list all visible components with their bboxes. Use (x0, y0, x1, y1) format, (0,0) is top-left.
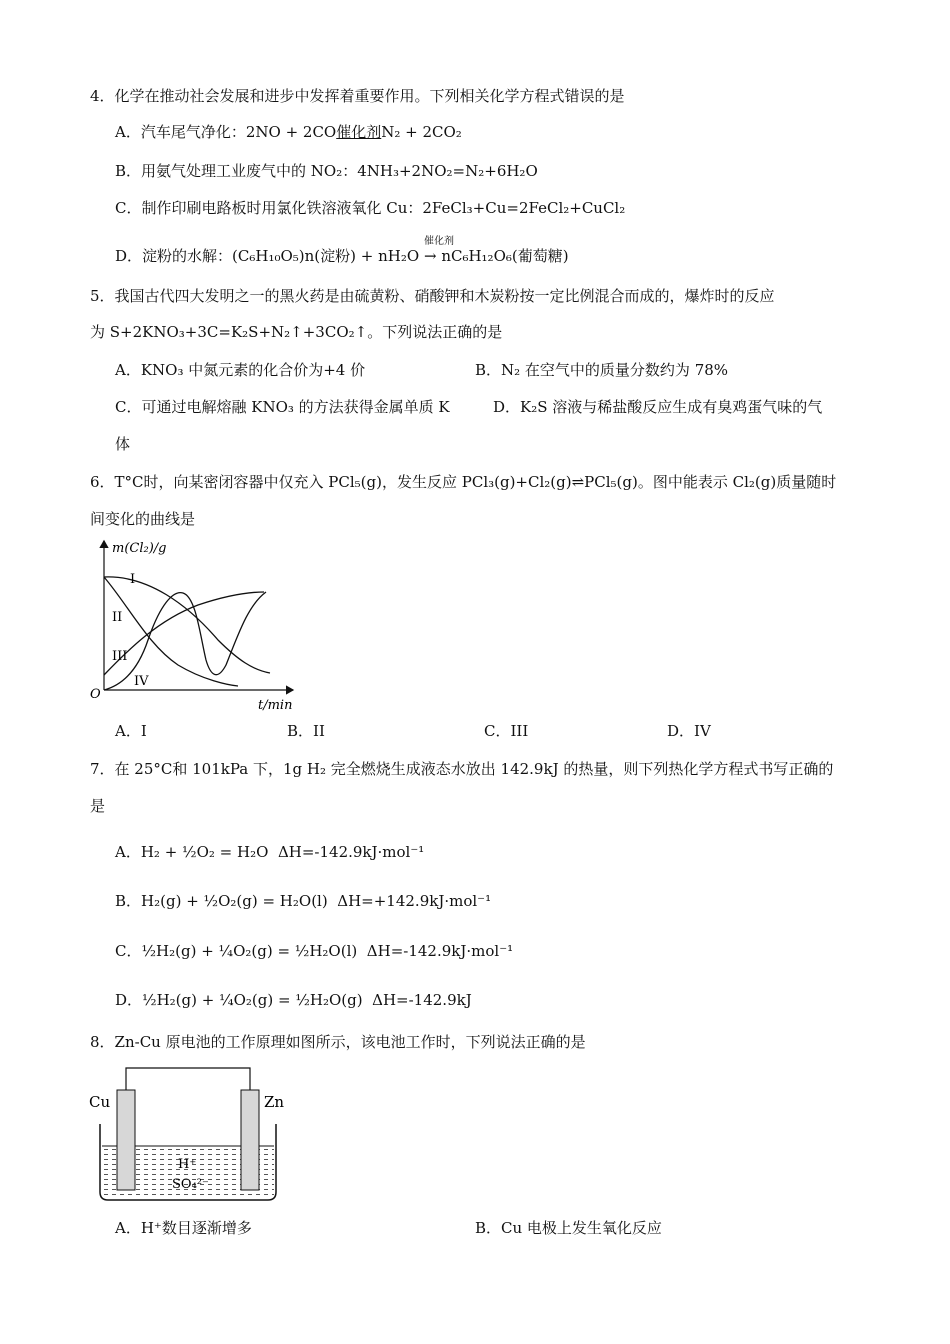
q7-stem-line2: 是 (90, 797, 106, 815)
q4-option-b: B．用氨气处理工业废气中的 NO₂：4NH₃+2NO₂=N₂+6H₂O (115, 162, 538, 180)
q8-zn-electrode (241, 1090, 259, 1190)
q7-option-a (115, 841, 424, 863)
q4-a-eq: 2NO + 2CO (245, 123, 337, 141)
q5-option-d-line1: D．K₂S 溶液与稀盐酸反应生成有臭鸡蛋气味的气 (493, 398, 823, 416)
q4-d-catalyst: 催化剂 (423, 236, 454, 247)
q7-c-eq: ½H₂(g) + ¼O₂(g) = ½H₂O(l) (141, 942, 358, 960)
q4-a-eq2: N₂ + 2CO₂ (381, 123, 462, 141)
q8-zn-label: Zn (264, 1093, 285, 1111)
q7-a-label: A． (115, 843, 141, 861)
q6-curve-label-i: I (130, 572, 136, 587)
q8-option-b: B．Cu 电极上发生氧化反应 (475, 1219, 662, 1237)
q7-b-label: B． (115, 892, 142, 910)
q8-ion-h: H⁺ (178, 1157, 197, 1172)
q7-a-dh: ΔH=-142.9kJ·mol⁻¹ (277, 843, 425, 861)
q4-d-arrow: → (423, 247, 437, 265)
q7-c-dh: ΔH=-142.9kJ·mol⁻¹ (366, 942, 514, 960)
q4-d-eq1: (C₆H₁₀O₅)n(淀粉) + nH₂O (232, 247, 420, 265)
q5-stem-line2: 为 S+2KNO₃+3C=K₂S+N₂↑+3CO₂↑。下列说法正确的是 (90, 323, 503, 341)
q8-cell-diagram (88, 1062, 293, 1207)
q4-option-d (115, 236, 569, 267)
q6-option-b: B．II (287, 722, 325, 740)
q7-a-eq: H₂ + ½O₂ = H₂O (140, 843, 269, 861)
q5-option-c: C．可通过电解熔融 KNO₃ 的方法获得金属单质 K (115, 398, 450, 416)
q6-curve-label-iv: IV (134, 674, 149, 689)
q4-d-eq2: nC₆H₁₂O₆(葡萄糖) (441, 247, 569, 265)
q6-chart-ylabel: m(Cl₂)/g (112, 541, 167, 556)
q5-stem-line1: 5．我国古代四大发明之一的黑火药是由硫黄粉、硝酸钾和木炭粉按一定比例混合而成的，爆炸时的反应 (90, 287, 775, 305)
q6-curve-iii (104, 592, 264, 675)
q8-cu-electrode (117, 1090, 135, 1190)
q8-stem: 8．Zn-Cu 原电池的工作原理如图所示，该电池工作时，下列说法正确的是 (90, 1033, 586, 1051)
q6-curve-ii (104, 577, 238, 686)
q7-option-c (115, 940, 513, 962)
q4-option-a (115, 121, 462, 143)
q4-stem: 4．化学在推动社会发展和进步中发挥着重要作用。下列相关化学方程式错误的是 (90, 87, 625, 105)
q4-d-arrow-group (423, 236, 454, 267)
q6-curve-iv (104, 592, 266, 690)
q6-chart (88, 535, 303, 715)
q7-option-b (115, 890, 491, 912)
q6-stem-line1: 6．T°C时，向某密闭容器中仅充入 PCl₅(g)，发生反应 PCl₃(g)+Cl₂(g)⇌PCl₅(g)。图中能表示 Cl₂(g)质量随时 (90, 473, 837, 491)
q7-d-dh: ΔH=-142.9kJ (372, 991, 472, 1009)
q7-stem-line1: 7．在 25°C和 101kPa 下，1g H₂ 完全燃烧生成液态水放出 142.9kJ 的热量，则下列热化学方程式书写正确的 (90, 760, 834, 778)
q6-stem-line2: 间变化的曲线是 (90, 510, 196, 528)
q6-option-c: C．III (484, 722, 529, 740)
q8-wire (126, 1068, 250, 1090)
q7-d-label: D． (115, 991, 143, 1009)
q6-chart-xlabel: t/min (258, 698, 293, 713)
q4-a-label: A．汽车尾气净化： (115, 123, 246, 141)
q5-option-b: B．N₂ 在空气中的质量分数约为 78% (475, 361, 729, 379)
q8-cu-label: Cu (89, 1093, 111, 1111)
q8-option-a: A．H⁺数目逐渐增多 (115, 1219, 252, 1237)
q7-c-label: C． (115, 942, 142, 960)
q5-option-a: A．KNO₃ 中氮元素的化合价为+4 价 (115, 361, 366, 379)
q7-d-eq: ½H₂(g) + ¼O₂(g) = ½H₂O(g) (142, 991, 363, 1009)
q6-curve-i (104, 577, 270, 673)
q7-option-d (115, 989, 472, 1011)
q6-option-d: D．IV (667, 722, 711, 740)
q4-option-c: C．制作印刷电路板时用氯化铁溶液氧化 Cu：2FeCl₃+Cu=2FeCl₂+CuCl₂ (115, 199, 626, 217)
q6-curve-label-iii: III (112, 649, 128, 664)
q7-b-eq: H₂(g) + ½O₂(g) = H₂O(l) (141, 892, 328, 910)
q6-curve-label-ii: II (112, 610, 123, 625)
q5-option-d-line2: 体 (115, 435, 131, 453)
q6-option-a: A．I (115, 722, 147, 740)
q4-a-catalyst: 催化剂 (336, 123, 382, 141)
q6-chart-origin: O (90, 687, 101, 702)
q4-d-label: D．淀粉的水解： (115, 247, 233, 265)
q8-ion-so4: SO₄²⁻ (172, 1177, 209, 1192)
q7-b-dh: ΔH=+142.9kJ·mol⁻¹ (337, 892, 492, 910)
